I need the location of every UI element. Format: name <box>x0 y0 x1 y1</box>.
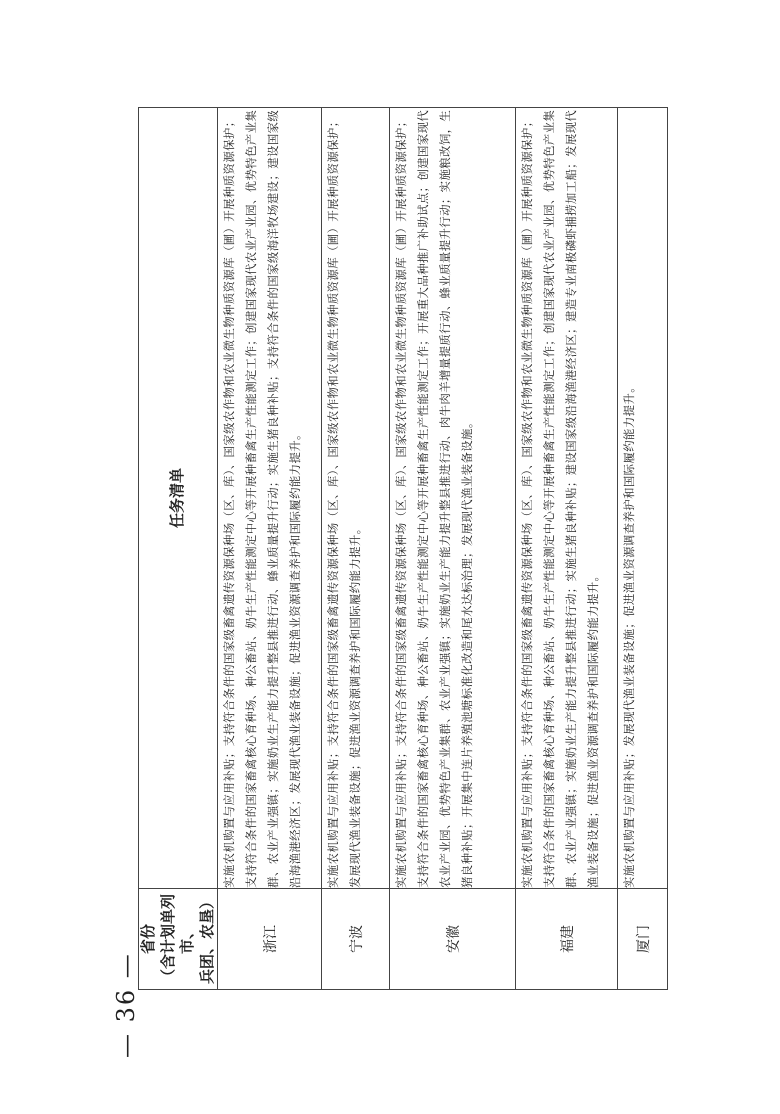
table-row <box>322 108 390 990</box>
table-row <box>618 108 668 990</box>
province-cell: 福建 <box>516 889 618 990</box>
table-row <box>516 108 618 990</box>
province-cell: 厦门 <box>618 889 668 990</box>
province-cell: 浙江 <box>218 889 322 990</box>
table-row <box>218 108 322 990</box>
table-row <box>390 108 516 990</box>
task-cell: 实施农机购置与应用补贴；支持符合条件的国家级畜禽遗传资源保种场（区、库）、国家级农作物和农业微生物种质资源库（圃）开展种质资源保护；支持符合条件的国家畜禽核心育种场、种公畜站、奶牛生产性能测定中心等开展种畜禽生产性能测定工作；创建国家现代农业产业园、优势特色产业集群、农业产业强镇；实施奶业生产能力提升整县推进行动、蜂业质量提升行动；实施生猪良种补贴；支持符合条件的国家级海洋牧场建设；建设国家级沿海渔港经济区；发展现代渔业装备设施；促进渔业资源调查养护和国际履约能力提升。 <box>218 108 322 889</box>
task-cell: 实施农机购置与应用补贴；支持符合条件的国家级畜禽遗传资源保种场（区、库）、国家级农作物和农业微生物种质资源库（圃）开展种质资源保护；支持符合条件的国家畜禽核心育种场、种公畜站、奶牛生产性能测定中心等开展种畜禽生产性能测定工作；创建国家现代农业产业园、优势特色产业集群、农业产业强镇；实施奶业生产能力提升整县推进行动；实施生猪良种补贴；建设国家级沿海渔港经济区；建造专业南极磷虾捕捞加工船；发展现代渔业装备设施；促进渔业资源调查养护和国际履约能力提升。 <box>516 108 618 889</box>
province-column-header <box>139 889 218 990</box>
province-header-label: 省份 （含计划单列市、 兵团、农垦） <box>139 894 216 985</box>
province-cell: 宁波 <box>322 889 390 990</box>
task-list-table <box>138 107 668 990</box>
task-cell: 实施农机购置与应用补贴；支持符合条件的国家级畜禽遗传资源保种场（区、库）、国家级农作物和农业微生物种质资源库（圃）开展种质资源保护；发展现代渔业装备设施；促进渔业资源调查养护和国际履约能力提升。 <box>322 108 390 889</box>
task-column-header: 任务清单 <box>139 108 218 889</box>
province-cell: 安徽 <box>390 889 516 990</box>
task-cell: 实施农机购置与应用补贴；发展现代渔业装备设施；促进渔业资源调查养护和国际履约能力提升。 <box>618 108 668 889</box>
task-cell: 实施农机购置与应用补贴；支持符合条件的国家级畜禽遗传资源保种场（区、库）、国家级农作物和农业微生物种质资源库（圃）开展种质资源保护；支持符合条件的国家畜禽核心育种场、种公畜站、奶牛生产性能测定中心等开展种畜禽生产性能测定工作；开展重大品种推广补助试点；创建国家现代农业产业园、优势特色产业集群、农业产业强镇；实施奶业生产能力提升整县推进行动、肉牛肉羊增量提质行动、蜂业质量提升行动；实施粮改饲，生猪良种补贴；开展集中连片养殖池塘标准化改造和尾水达标治理；发展现代渔业装备设施。 <box>390 108 516 889</box>
table-header-row <box>139 108 218 990</box>
page-number: — 36 — <box>112 952 140 1058</box>
